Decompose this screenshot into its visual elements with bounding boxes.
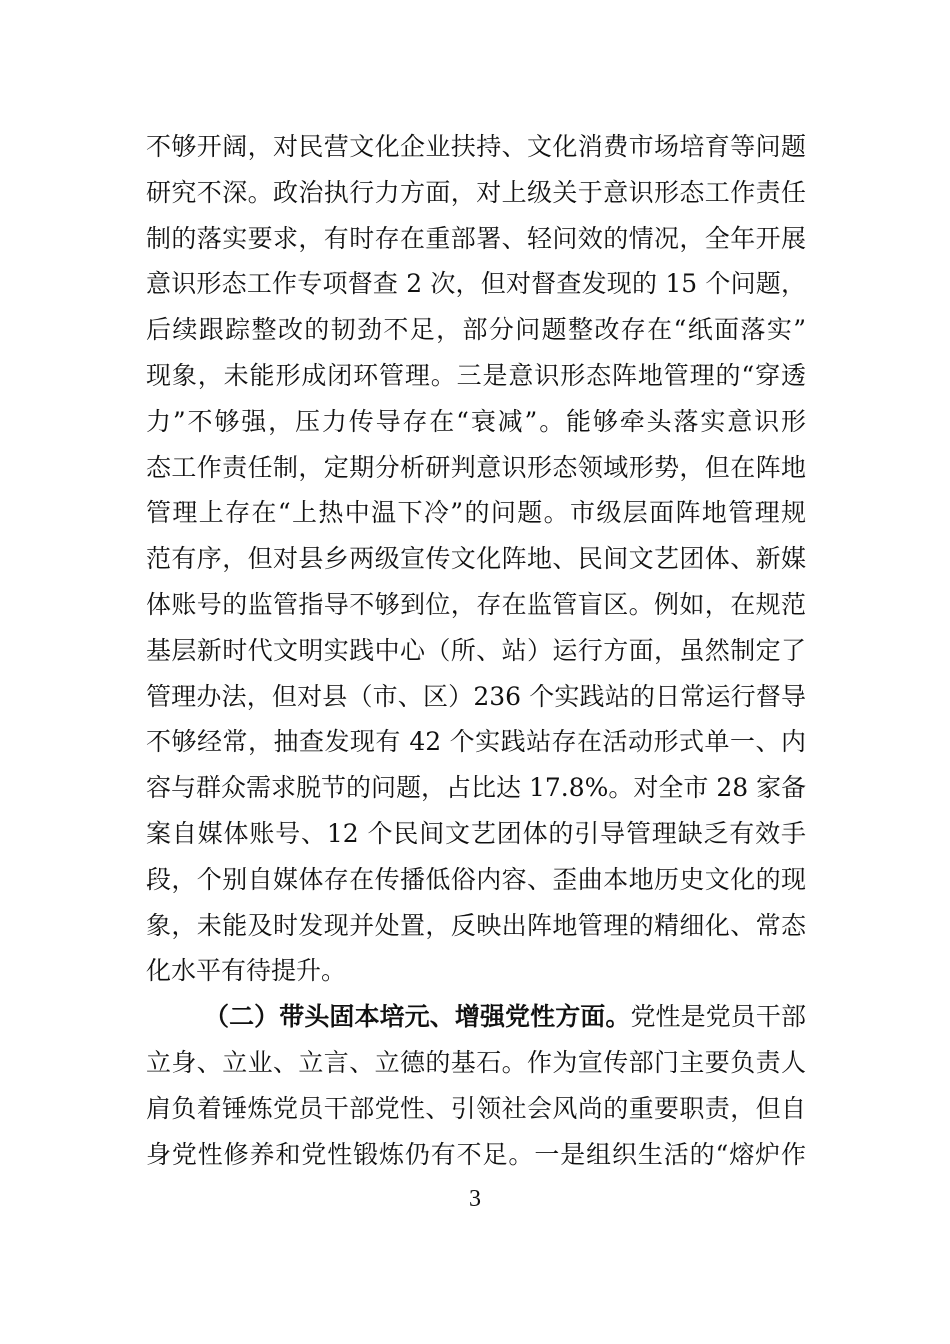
text-line: 身党性修养和党性锻炼仍有不足。一是组织生活的“熔炉作 [146, 1139, 806, 1169]
text-line: 不够经常，抽查发现有 42 个实践站存在活动形式单一、内 [146, 727, 806, 757]
text-line: 后续跟踪整改的韧劲不足，部分问题整改存在“纸面落实” [146, 315, 806, 345]
text-line: 不够开阔，对民营文化企业扶持、文化消费市场培育等问题 [146, 132, 806, 161]
text-line: 制的落实要求，有时存在重部署、轻问效的情况，全年开展 [146, 223, 806, 253]
text-line: 化水平有待提升。 [146, 956, 347, 986]
text-line: 态工作责任制，定期分析研判意识形态领域形势，但在阵地 [146, 452, 806, 482]
text-line: 研究不深。政治执行力方面，对上级关于意识形态工作责任 [146, 177, 806, 207]
text-line: 意识形态工作专项督查 2 次，但对督查发现的 15 个问题， [146, 269, 806, 299]
page-number: 3 [469, 1186, 481, 1212]
body-text [146, 124, 806, 1177]
text-line: 段，个别自媒体存在传播低俗内容、歪曲本地历史文化的现 [146, 864, 806, 894]
text-line: 现象，未能形成闭环管理。三是意识形态阵地管理的“穿透 [146, 360, 806, 390]
paragraph-2-first-line [146, 994, 806, 1040]
text-line: 立身、立业、立言、立德的基石。作为宣传部门主要负责人 [146, 1047, 806, 1077]
text-line: 象，未能及时发现并处置，反映出阵地管理的精细化、常态 [146, 910, 806, 940]
text-line: 管理上存在“上热中温下冷”的问题。市级层面阵地管理规 [146, 498, 806, 528]
text-line: 范有序，但对县乡两级宣传文化阵地、民间文艺团体、新媒 [146, 544, 806, 574]
text-line: 力”不够强，压力传导存在“衰减”。能够牵头落实意识形 [146, 406, 806, 436]
text-line: 案自媒体账号、12 个民间文艺团体的引导管理缺乏有效手 [146, 818, 806, 848]
text-line: 容与群众需求脱节的问题，占比达 17.8%。对全市 28 家备 [146, 773, 807, 803]
text-line: 体账号的监管指导不够到位，存在监管盲区。例如，在规范 [146, 589, 806, 619]
text-line: 管理办法，但对县（市、区）236 个实践站的日常运行督导 [146, 681, 806, 711]
text-line: 基层新时代文明实践中心（所、站）运行方面，虽然制定了 [146, 635, 806, 665]
text-line: 肩负着锤炼党员干部党性、引领社会风尚的重要职责，但自 [146, 1093, 806, 1123]
text-span: 党性是党员干部 [630, 1002, 806, 1032]
section-heading: （二）带头固本培元、增强党性方面。 [204, 1002, 631, 1032]
